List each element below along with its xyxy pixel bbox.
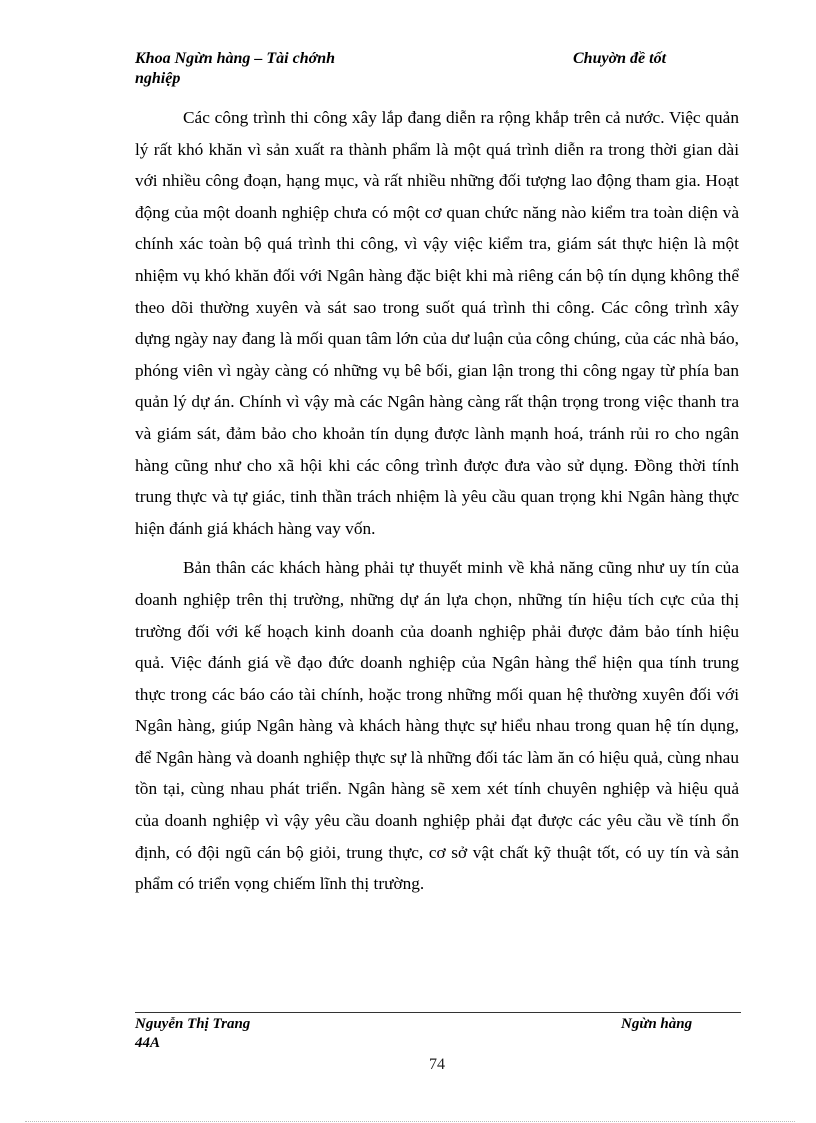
footer-department: Ngừn hàng bbox=[621, 1016, 693, 1032]
header-faculty-line1: Khoa Ngừn hàng – Tài chớnh bbox=[135, 50, 336, 67]
page-number: 74 bbox=[429, 1056, 445, 1073]
footer-author-class: 44A bbox=[135, 1035, 161, 1051]
page-header bbox=[135, 49, 745, 89]
header-faculty bbox=[135, 49, 335, 89]
page-body bbox=[135, 102, 739, 900]
body-paragraph-1: Các công trình thi công xây lắp đang diễn ra rộng khắp trên cả nước. Việc quản lý rất khó khăn vì sản xuất ra thành phẩm là một quá trình diễn ra trong thời gian dài với nhiều công đoạn, hạng mục, và rất nhiều những đối tượng lao động tham gia. Hoạt động của một doanh nghiệp chưa có một cơ quan chức năng nào kiểm tra toàn diện và chính xác toàn bộ quá trình thi công, vì vậy việc kiểm tra, giám sát thực hiện là một nhiệm vụ khó khăn đối với Ngân hàng đặc biệt khi mà riêng cán bộ tín dụng không thể theo dõi thường xuyên và sát sao trong suốt quá trình thi công. Các công trình xây dựng ngày nay đang là mối quan tâm lớn của dư luận của công chúng, của các nhà báo, phóng viên vì ngày càng có những vụ bê bối, gian lận trong thi công ngay từ phía ban quản lý dự án. Chính vì vậy mà các Ngân hàng càng rất thận trọng trong việc thanh tra và giám sát, đảm bảo cho khoản tín dụng được lành mạnh hoá, tránh rủi ro cho ngân hàng cũng như cho xã hội khi các công trình được đưa vào sử dụng. Đồng thời tính trung thực và tự giác, tinh thần trách nhiệm là yêu cầu quan trọng khi Ngân hàng thực hiện đánh giá khách hàng vay vốn. bbox=[135, 108, 739, 538]
page-bottom-border bbox=[25, 1121, 795, 1122]
footer-author-name: Nguyễn Thị Trang bbox=[135, 1016, 251, 1032]
body-paragraph-2: Bản thân các khách hàng phải tự thuyết minh về khả năng cũng như uy tín của doanh nghiệp trên thị trường, những dự án lựa chọn, những tín hiệu tích cực của thị trường đối với kế hoạch kinh doanh của doanh nghiệp phải được đảm bảo tính hiệu quả. Việc đánh giá về đạo đức doanh nghiệp của Ngân hàng thể hiện qua tính trung thực trong các báo cáo tài chính, hoặc trong những mối quan hệ thường xuyên đối với Ngân hàng, giúp Ngân hàng và khách hàng thực sự hiểu nhau trong quan hệ tín dụng, để Ngân hàng và doanh nghiệp thực sự là những đối tác làm ăn có hiệu quả, cùng nhau tồn tại, cùng nhau phát triển. Ngân hàng sẽ xem xét tính chuyên nghiệp và hiệu quả của doanh nghiệp vì vậy yêu cầu doanh nghiệp phải đạt được các yêu cầu về tính ổn định, có đội ngũ cán bộ giỏi, trung thực, cơ sở vật chất kỹ thuật tốt, có uy tín và sản phẩm có triển vọng chiếm lĩnh thị trường. bbox=[135, 558, 739, 894]
footer-divider bbox=[135, 1012, 741, 1013]
header-faculty-line2: nghiệp bbox=[135, 70, 181, 87]
page-footer bbox=[135, 1015, 741, 1053]
header-thesis-title: Chuyờn đề tốt bbox=[573, 50, 667, 67]
